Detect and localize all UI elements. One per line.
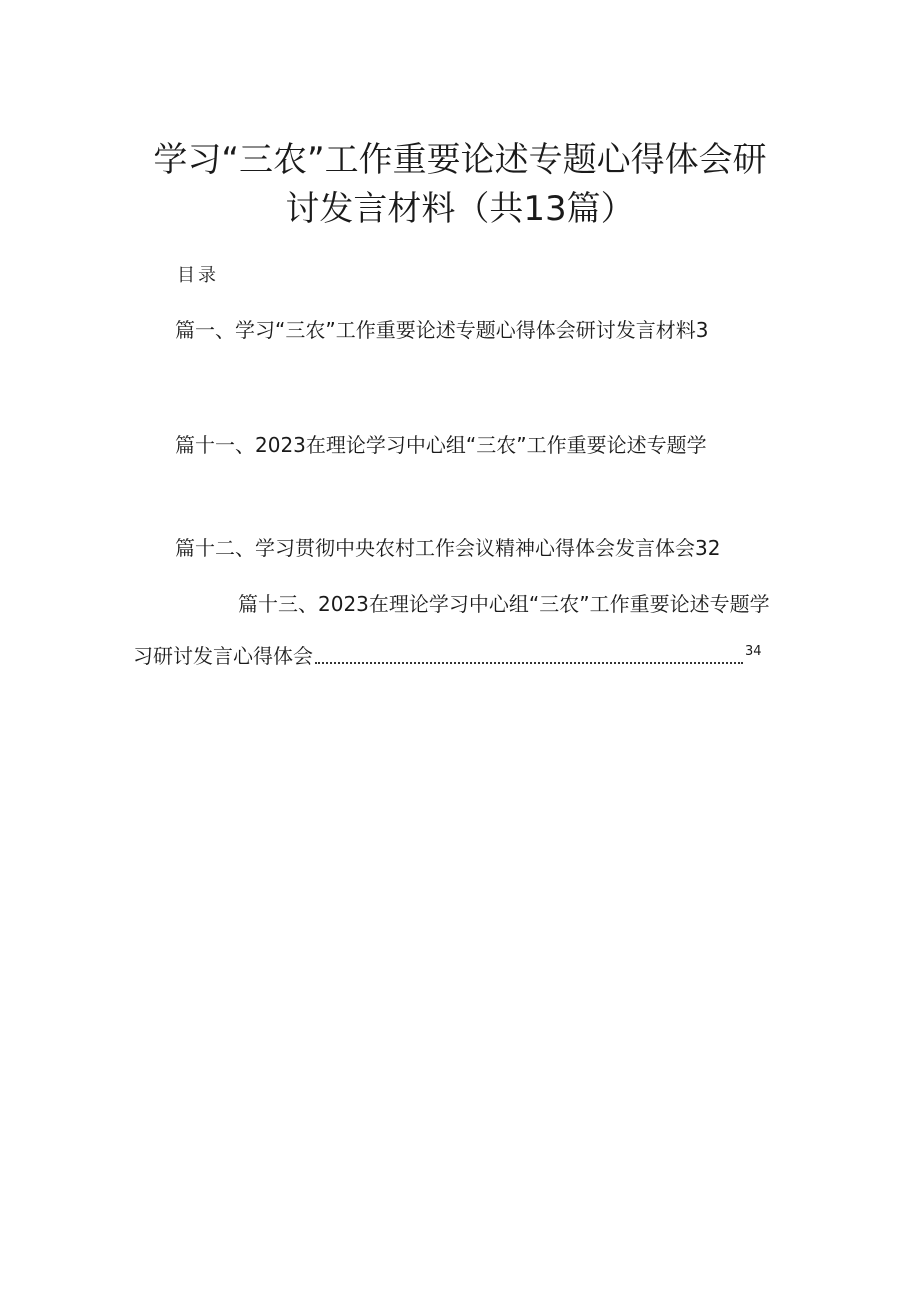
toc-entry-12[interactable]: 篇十二、学习贯彻中央农村工作会议精神心得体会发言体会32 bbox=[175, 536, 721, 560]
toc-heading: 目录 bbox=[177, 265, 219, 286]
document-title-line-2: 讨发言材料（共13篇） bbox=[285, 189, 635, 229]
toc-entry-11[interactable]: 篇十一、2023在理论学习中心组“三农”工作重要论述专题学 bbox=[175, 433, 707, 457]
toc-entry-1[interactable]: 篇一、学习“三农”工作重要论述专题心得体会研讨发言材料3 bbox=[175, 318, 709, 342]
toc-entry-13-page-number: 34 bbox=[745, 644, 762, 659]
document-title-line-1: 学习“三农”工作重要论述专题心得体会研 bbox=[153, 140, 767, 180]
toc-entry-13-line-1[interactable]: 篇十三、2023在理论学习中心组“三农”工作重要论述专题学 bbox=[238, 592, 770, 616]
toc-entry-13-line-2[interactable] bbox=[133, 640, 773, 669]
toc-entry-13-text: 习研讨发言心得体会 bbox=[133, 644, 313, 668]
toc-dot-leader bbox=[315, 662, 743, 664]
